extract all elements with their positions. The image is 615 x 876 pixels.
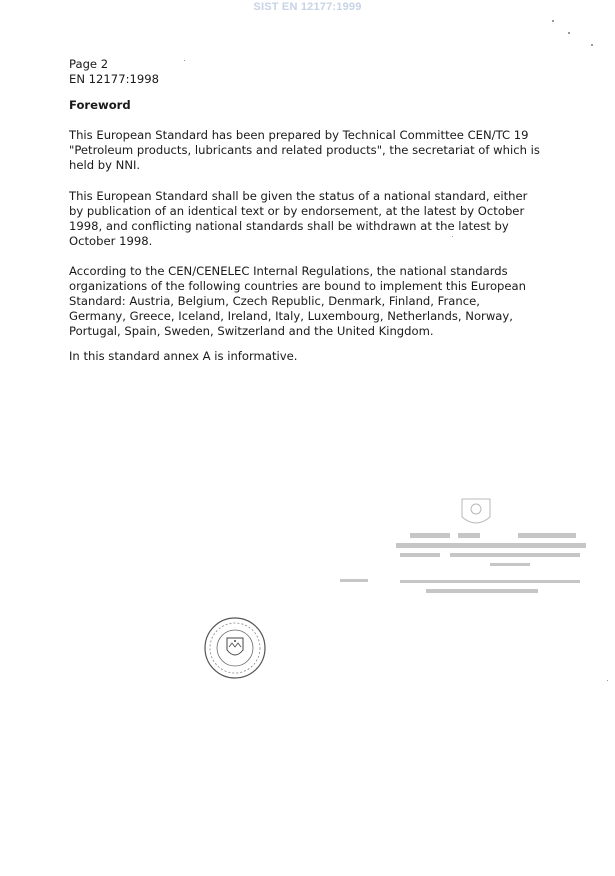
watermark: SIST EN 12177:1999 [253, 1, 362, 13]
paragraph-4 [69, 349, 549, 364]
paragraph-line: by publication of an identical text or by endorsement, at the latest by October [69, 204, 525, 218]
section-heading: Foreword [69, 98, 131, 112]
scan-speck [591, 44, 593, 46]
rectangular-stamp [340, 495, 610, 605]
scan-speck [607, 680, 608, 681]
paragraph-line: "Petroleum products, lubricants and related products", the secretariat of which is [69, 143, 540, 157]
paragraph-line: This European Standard has been prepared by Technical Committee CEN/TC 19 [69, 128, 529, 142]
scan-speck [568, 32, 570, 34]
document-id: EN 12177:1998 [69, 72, 159, 86]
paragraph-line: This European Standard shall be given the status of a national standard, either [69, 189, 528, 203]
paragraph-line: In this standard annex A is informative. [69, 349, 298, 363]
paragraph-line: Germany, Greece, Iceland, Ireland, Italy, Luxembourg, Netherlands, Norway, [69, 309, 513, 323]
round-seal [203, 616, 267, 680]
scan-speck [552, 20, 554, 22]
paragraph-line: 1998, and conflicting national standards shall be withdrawn at the latest by [69, 219, 509, 233]
scan-speck [452, 236, 453, 237]
paragraph-line: Standard: Austria, Belgium, Czech Republic, Denmark, Finland, France, [69, 294, 480, 308]
scan-speck [184, 60, 185, 61]
paragraph-line: organizations of the following countries are bound to implement this European [69, 279, 526, 293]
paragraph-line: held by NNI. [69, 158, 141, 172]
paragraph-2 [69, 189, 549, 249]
paragraph-3 [69, 264, 549, 339]
paragraph-line: According to the CEN/CENELEC Internal Regulations, the national standards [69, 264, 508, 278]
paragraph-line: October 1998. [69, 234, 153, 248]
paragraph-line: Portugal, Spain, Sweden, Switzerland and the United Kingdom. [69, 324, 434, 338]
page-number: Page 2 [69, 57, 109, 71]
paragraph-1 [69, 128, 549, 173]
